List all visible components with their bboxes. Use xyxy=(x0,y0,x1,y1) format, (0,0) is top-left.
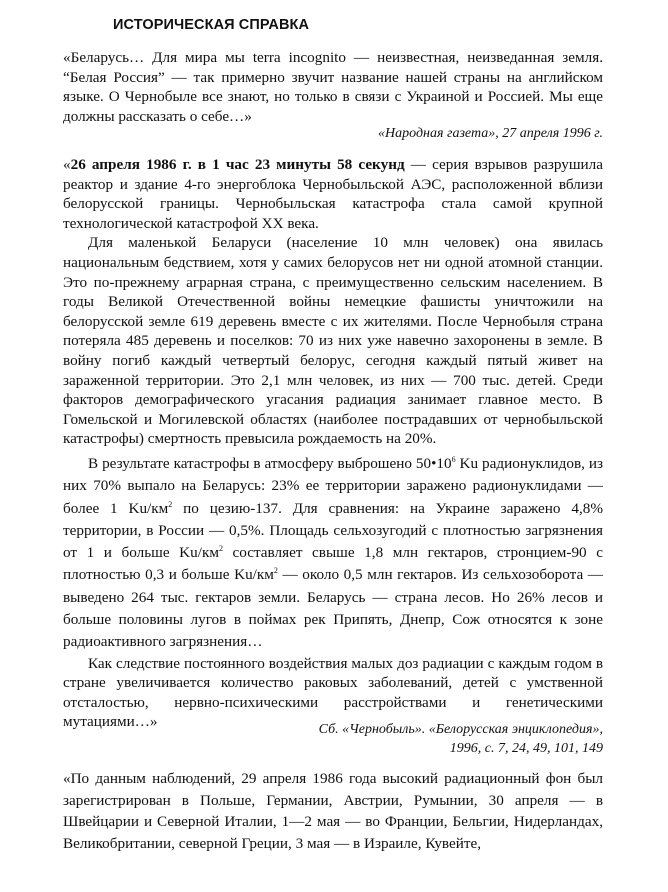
quote-2-source-line-1: Сб. «Чернобыль». «Белорусская энциклопедия», xyxy=(318,722,603,737)
p3-sup-4: 2 xyxy=(273,566,278,576)
p3-sup-3: 2 xyxy=(218,544,223,554)
p3-part-a: В результате катастрофы в атмосферу выброшено 50•10 xyxy=(88,454,452,472)
quote-block-3 xyxy=(63,768,603,854)
quote-1-source: «Народная газета», 27 апреля 1996 г. xyxy=(378,126,603,141)
quote-3-text: «По данным наблюдений, 29 апреля 1986 года высокий радиационный фон был зарегистрирован в Польше, Германии, Австрии, Румынии, 30 апреля — в Швейцарии и Северной Италии, 1—2 мая — во Франции, Бельгии, Нидерландах, Великобритании, северной Греции, 3 мая — в Израиле, Кувейте, xyxy=(63,770,603,852)
quote-2-source-line-2: 1996, с. 7, 24, 49, 101, 149 xyxy=(449,741,603,756)
quote-2-date-bold: 26 апреля 1986 г. в 1 час 23 минуты 58 секунд xyxy=(70,156,405,173)
p3-part-e: — около 0,5 млн гектаров. Из сельхозоборота — выведено 264 тыс. гектаров земли. Беларусь — страна лесов. Но 26% лесов и больше половины лугов в поймах рек Припять, Днепр, Сож относятся к зоне радиоактивного загрязнения… xyxy=(63,566,603,651)
quote-block-1 xyxy=(63,48,603,126)
quote-2-source xyxy=(319,720,603,758)
quote-2-paragraph-1-rest: — серия взрывов разрушила реактор и здание 4-го энергоблока Чернобыльской АЭС, расположенной вблизи белорусской границы. Чернобыльская катастрофа стала самой крупной технологической катастрофой XX века. xyxy=(63,156,603,232)
quote-2-paragraph-3 xyxy=(63,453,603,654)
p3-sup-2: 2 xyxy=(168,499,173,509)
quote-block-2 xyxy=(63,155,603,732)
p3-part-d: составляет свыше 1,8 млн гектаров, стронцием-90 с плотностью 0,3 и больше Ku/км xyxy=(63,544,603,584)
quote-2-paragraph-1 xyxy=(63,155,603,233)
quote-2-open-mark: « xyxy=(63,156,71,173)
p3-part-c: по цезию-137. Для сравнения: на Украине заражено 4,8% территории, в России — 0,5%. Площадь сельхозугодий с плотностью загрязнения от 1 и больше Ku/км xyxy=(63,499,603,562)
page-heading: ИСТОРИЧЕСКАЯ СПРАВКА xyxy=(113,17,310,33)
quote-1-text: «Беларусь… Для мира мы terra incognito — неизвестная, неизведанная земля. “Белая Россия” — так примерно звучит название нашей страны на английском языке. О Чернобыле все знают, но только в связи с Украиной и Россией. Мы еще должны рассказать о себе…» xyxy=(63,49,603,125)
p3-part-b: Ku радионуклидов, из них 70% выпало на Беларусь: 23% ее территории заражено радионуклидами — более 1 Ku/км xyxy=(63,454,603,517)
quote-2-paragraph-2: Для маленькой Беларуси (население 10 млн человек) она явилась национальным бедствием, хотя у самих белорусов нет ни одной атомной станции. Это по-прежнему аграрная страна, с преимущественно сельским населением. В годы Великой Отечественной войны немецкие фашисты уничтожили на белорусской земле 619 деревень вместе с их жителями. После Чернобыля страна потеряла 485 деревень и поселков: 70 из них уже навечно захоронены в земле. В войну погиб каждый четвертый белорус, сегодня каждый пятый живет на зараженной территории. Это 2,1 млн человек, из них — 700 тыс. детей. Среди факторов демографического угасания радиация занимает главное место. В Гомельской и Могилевской областях (наиболее пострадавших от чернобыльской катастрофы) смертность превысила рождаемость на 20%. xyxy=(63,234,603,448)
p3-sup-1: 6 xyxy=(451,454,456,464)
quote-2-paragraph-4: Как следствие постоянного воздействия малых доз радиации с каждым годом в стране увеличивается количество раковых заболеваний, детей с умственной отсталостью, нервно-психическими расстройствами и генетическими мутациями…» xyxy=(63,654,603,731)
